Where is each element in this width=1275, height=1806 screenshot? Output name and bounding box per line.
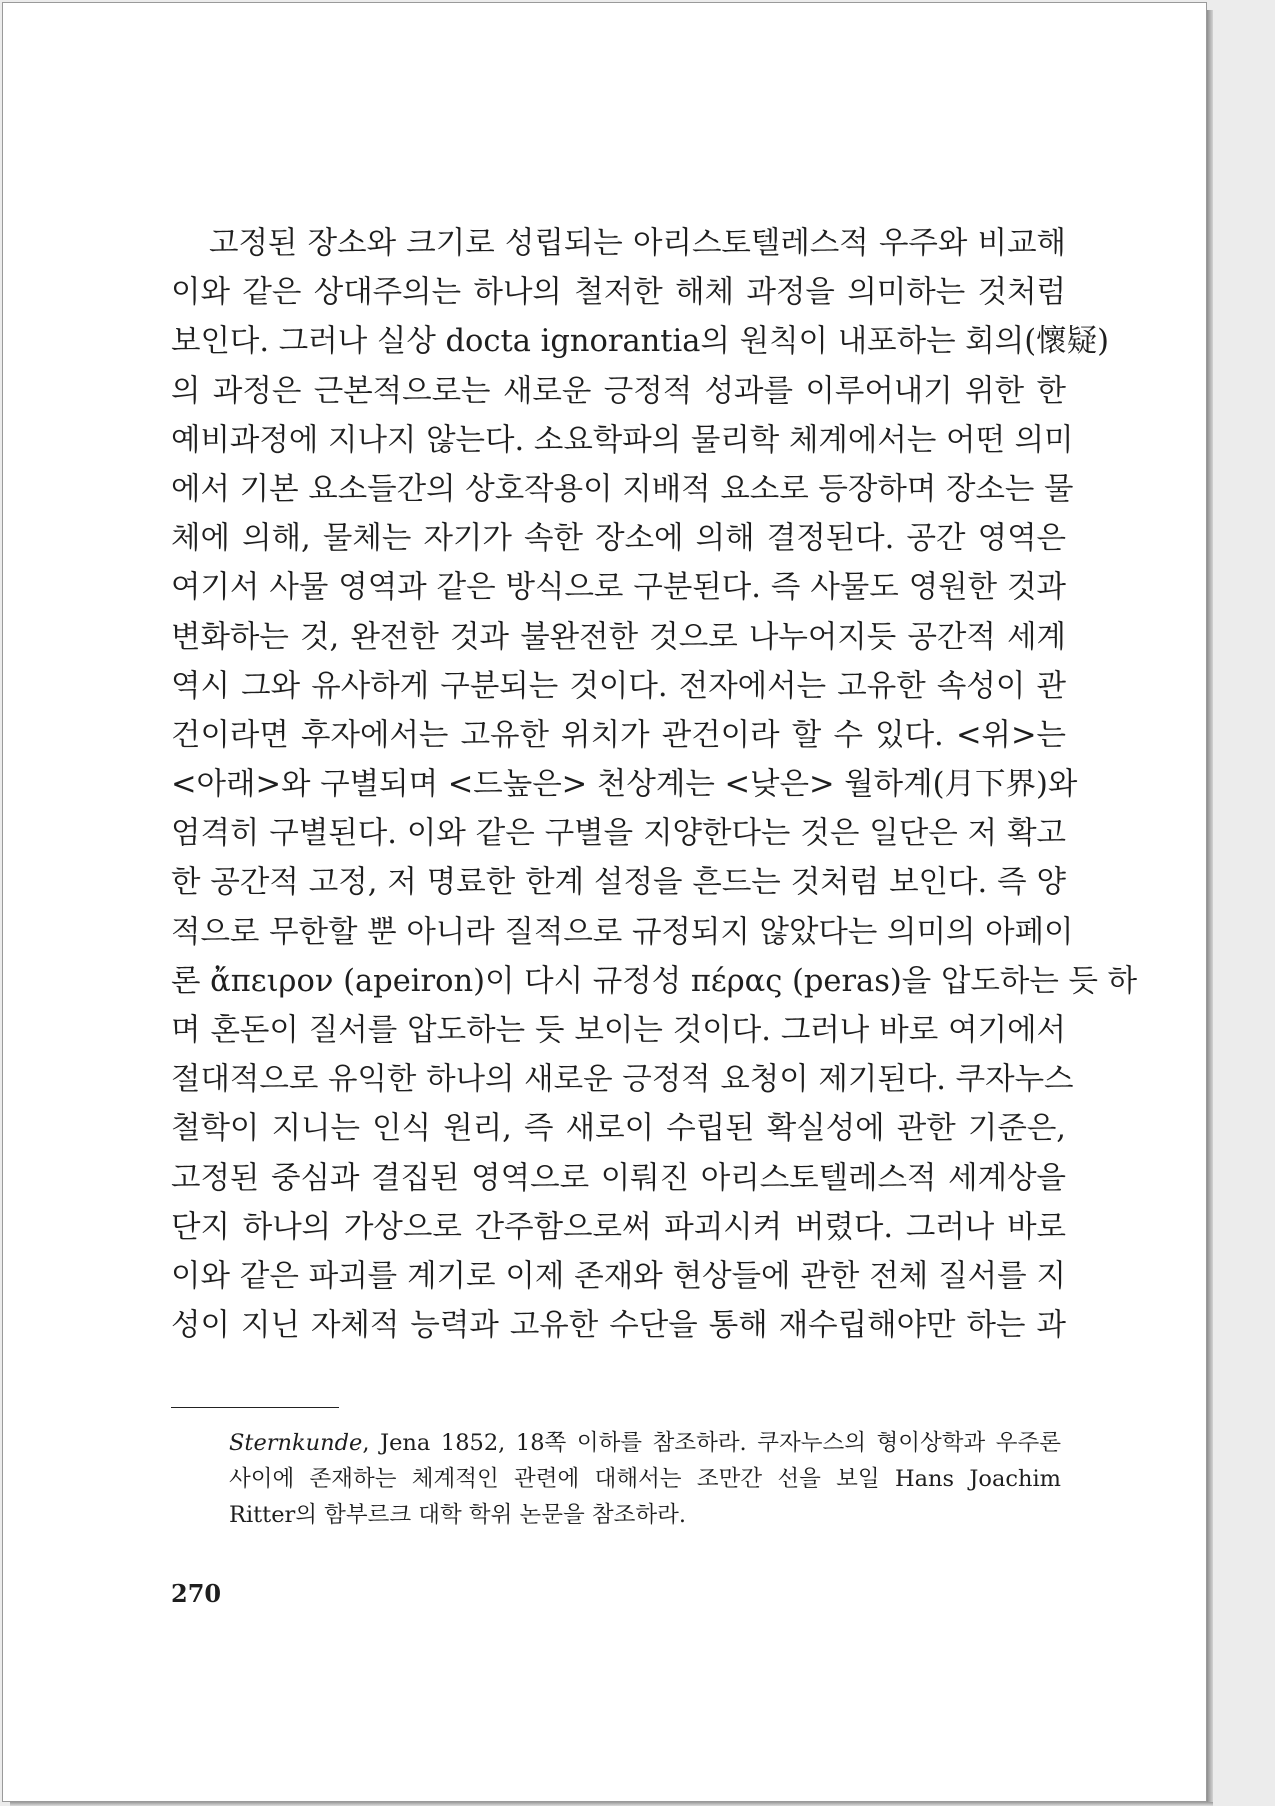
- footnote-line: 사이에 존재하는 체계적인 관련에 대해서는 조만간 선을 보일 Hans Joachim: [229, 1466, 1061, 1492]
- text-line: 역시 그와 유사하게 구분되는 것이다. 전자에서는 고유한 속성이 관: [171, 668, 1066, 704]
- footnote-line-rest: , Jena 1852, 18쪽 이하를 참조하라. 쿠자누스의 형이상학과 우주론: [362, 1430, 1061, 1456]
- text-line: 철학이 지니는 인식 원리, 즉 새로이 수립된 확실성에 관한 기준은,: [171, 1111, 1066, 1147]
- text-line: 예비과정에 지나지 않는다. 소요학파의 물리학 체계에서는 어떤 의미: [171, 422, 1074, 458]
- footnote-book-title: Sternkunde: [229, 1430, 363, 1456]
- page-edge-shadow: [1207, 10, 1213, 1804]
- text-line: 적으로 무한할 뿐 아니라 질적으로 규정되지 않았다는 의미의 아페이: [171, 914, 1074, 950]
- text-line: 체에 의해, 물체는 자기가 속한 장소에 의해 결정된다. 공간 영역은: [171, 521, 1066, 557]
- text-line: 고정된 중심과 결집된 영역으로 이뤄진 아리스토텔레스적 세계상을: [171, 1160, 1066, 1196]
- text-line: 여기서 사물 영역과 같은 방식으로 구분된다. 즉 사물도 영원한 것과: [171, 570, 1066, 606]
- text-line: 한 공간적 고정, 저 명료한 한계 설정을 흔드는 것처럼 보인다. 즉 양: [171, 865, 1066, 901]
- page-number: 270: [171, 1579, 222, 1608]
- book-page: [2, 2, 1207, 1802]
- text-line: 변화하는 것, 완전한 것과 불완전한 것으로 나누어지듯 공간적 세계: [171, 619, 1066, 655]
- text-line: 절대적으로 유익한 하나의 새로운 긍정적 요청이 제기된다. 쿠자누스: [171, 1062, 1074, 1098]
- text-line: <아래>와 구별되며 <드높은> 천상계는 <낮은> 월하계(月下界)와: [171, 767, 1078, 803]
- footnote: [229, 1425, 1061, 1533]
- text-line: 며 혼돈이 질서를 압도하는 듯 보이는 것이다. 그러나 바로 여기에서: [171, 1013, 1066, 1048]
- text-line: 단지 하나의 가상으로 간주함으로써 파괴시켜 버렸다. 그러나 바로: [171, 1209, 1066, 1245]
- text-line: 이와 같은 파괴를 계기로 이제 존재와 현상들에 관한 전체 질서를 지: [171, 1258, 1066, 1294]
- text-line: 성이 지닌 자체적 능력과 고유한 수단을 통해 재수립해야만 하는 과: [171, 1308, 1066, 1344]
- text-line: 에서 기본 요소들간의 상호작용이 지배적 요소로 등장하며 장소는 물: [171, 471, 1074, 507]
- text-line: 엄격히 구별된다. 이와 같은 구별을 지양한다는 것은 일단은 저 확고: [171, 816, 1066, 852]
- text-line: 고정된 장소와 크기로 성립되는 아리스토텔레스적 우주와 비교해: [209, 226, 1066, 261]
- body-text: [171, 219, 1138, 1350]
- footnote-divider: [171, 1407, 339, 1408]
- text-line: 의 과정은 근본적으로는 새로운 긍정적 성과를 이루어내기 위한 한: [171, 373, 1066, 409]
- text-line: 건이라면 후자에서는 고유한 위치가 관건이라 할 수 있다. <위>는: [171, 717, 1066, 753]
- text-line: 보인다. 그러나 실상 docta ignorantia의 원칙이 내포하는 회의(懷疑): [171, 324, 1109, 360]
- footnote-line: [229, 1425, 1061, 1461]
- page-bottom-shadow: [10, 1802, 1213, 1806]
- text-line: 론 ἄπειρον (apeiron)이 다시 규정성 πέρας (peras)을 압도하는 듯 하: [171, 963, 1138, 999]
- text-line: 이와 같은 상대주의는 하나의 철저한 해체 과정을 의미하는 것처럼: [171, 275, 1066, 311]
- footnote-line: Ritter의 함부르크 대학 학위 논문을 참조하라.: [229, 1502, 686, 1528]
